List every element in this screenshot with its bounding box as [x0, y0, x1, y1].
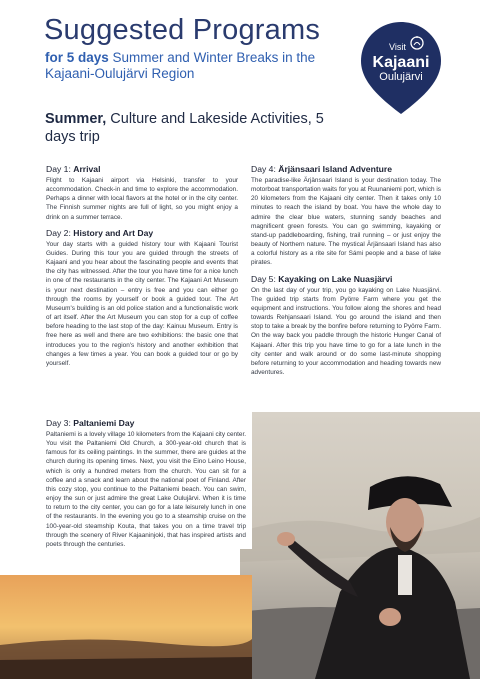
day-2-heading	[46, 228, 238, 239]
visit-kajaani-logo	[359, 20, 443, 116]
page-title: Suggested Programs	[44, 14, 321, 46]
subtitle-duration: for 5 days	[45, 50, 109, 65]
day-4-name: Ärjänsaari Island Adventure	[278, 164, 393, 174]
day-4-text: The paradise-like Ärjänsaari Island is your destination today. The motorboat transportation waits for you at Ruunaniemi port, which is 20 kilometers from the Kajaani city center. Then it takes only 10 minutes to reach the island by boat. You have the whole day to admire the clear blue waters, stunning sandy beaches and magnificent green forests. You can go swimming, kayaking or stand-up paddleboarding, fishing, trail running – or just enjoy the beauty of Northern nature. The mystical Ärjänsaari Island has also a colorful history as a rite site for Sámi people and a base of lake pirates.	[251, 177, 441, 267]
section-description: Culture and Lakeside Activities, 5 days trip	[45, 111, 324, 145]
page-subtitle	[45, 50, 345, 82]
day-2-text: Your day starts with a guided history tour with Kajaani Tourist Guides. During this tour you are guided through the streets of Kajaani and you hear about the fascinating people and events that the city has witnessed. After the tour you have time for a nice lunch in one of the restaurants in the city center. The Kajaani Art Museum is your next destination – entry is free and you can either go through the rooms by yourself or book a guided tour. The Art Museum's building is an old police station and a functionalistic work of art itself. After the Art Museum you can stop for a cup of coffee before heading to the last stop of the day: Kainuu Museum. Entry is free here as well and there are two exhibitions: the basic one that introduces you to the region's history and another exhibition that changes a few times a year. You can book a guided tour or go by yourself.	[46, 240, 238, 367]
logo-text-kajaani: Kajaani	[372, 54, 430, 71]
lake-sunset-photo	[0, 575, 252, 679]
poet-photo	[240, 412, 480, 679]
poet-hand-shape	[277, 532, 295, 546]
logo-text-visit: Visit	[389, 42, 406, 52]
day-5-heading	[251, 274, 441, 285]
day-1-name: Arrival	[73, 164, 101, 174]
logo-text-oulujarvi: Oulujärvi	[379, 71, 423, 83]
poet-face-shape	[386, 498, 424, 546]
left-column	[46, 164, 238, 374]
day-1-text: Flight to Kajaani airport via Helsinki, transfer to your accommodation. Check-in and time to explore the accommodation. Perhaps a dinner with local flavors at the hotel or in the city center. The Finnish summer nights are full of light, so you might enjoy a drink on a summer terrace.	[46, 177, 238, 221]
day-3-label: Day 3:	[46, 418, 71, 428]
day-5-block	[251, 274, 441, 378]
section-season: Summer,	[45, 111, 107, 127]
day-5-name: Kayaking on Lake Nuasjärvi	[278, 273, 393, 284]
day-1-heading	[46, 164, 238, 175]
day-5-label: Day 5:	[251, 273, 276, 284]
day-2-block	[46, 228, 238, 368]
right-column	[251, 164, 441, 383]
day-4-block	[251, 164, 441, 268]
day-2-label: Day 2:	[46, 227, 71, 238]
section-title	[45, 110, 325, 146]
day-2-name: History and Art Day	[73, 227, 154, 238]
day-3-heading	[46, 418, 246, 429]
day-5-text: On the last day of your trip, you go kayaking on Lake Nuasjärvi. The guided trip starts from Pyörre Farm where you get the equipment and instructions. You follow along the shores and head towards Rehjansaari Island. You go around the island and then stop to take a break by the bonfire before returning to Pyörre Farm. On the way back you paddle through the historic Hunger Canal of Kajaani. After this trip you have time to go for a late lunch in the city center and walk around or do some last-minute shopping before returning to your accommodation and heading towards new adventures.	[251, 286, 441, 376]
poet-hand-right-shape	[379, 608, 401, 626]
day-1-label: Day 1:	[46, 164, 71, 174]
day-4-label: Day 4:	[251, 164, 276, 174]
day-1-block	[46, 164, 238, 222]
day-4-heading	[251, 164, 441, 175]
day-3-block	[40, 412, 252, 549]
day-3-text: Paltaniemi is a lovely village 10 kilometers from the Kajaani city center. You visit the Paltaniemi Old Church, a 300-year-old church that is famous for its ceiling paintings. In the summer, there are guides at the church during its opening times. Next, you visit the Eino Leino House, which is only a hundred meters from the church. You can sit for a coffee and a snack and learn about the national poet of Finland. After this cozy stop, you continue to the Paltaniemi beach. You can swim, enjoy the sun or just admire the great Lake Oulujärvi. When it is time to return to the city center, you can go for a late leisurely lunch in one of the restaurants. In the evening you go to a steamship cruise on the 100-year-old steamship Kouta, that takes you on a time travel trip through the scenery of River Kajaaninjoki, that has inspired artists and poets through the centuries.	[46, 431, 246, 548]
day-3-name: Paltaniemi Day	[73, 418, 135, 428]
subtitle-description: Summer and Winter Breaks in the Kajaani-Oulujärvi Region	[45, 50, 316, 81]
